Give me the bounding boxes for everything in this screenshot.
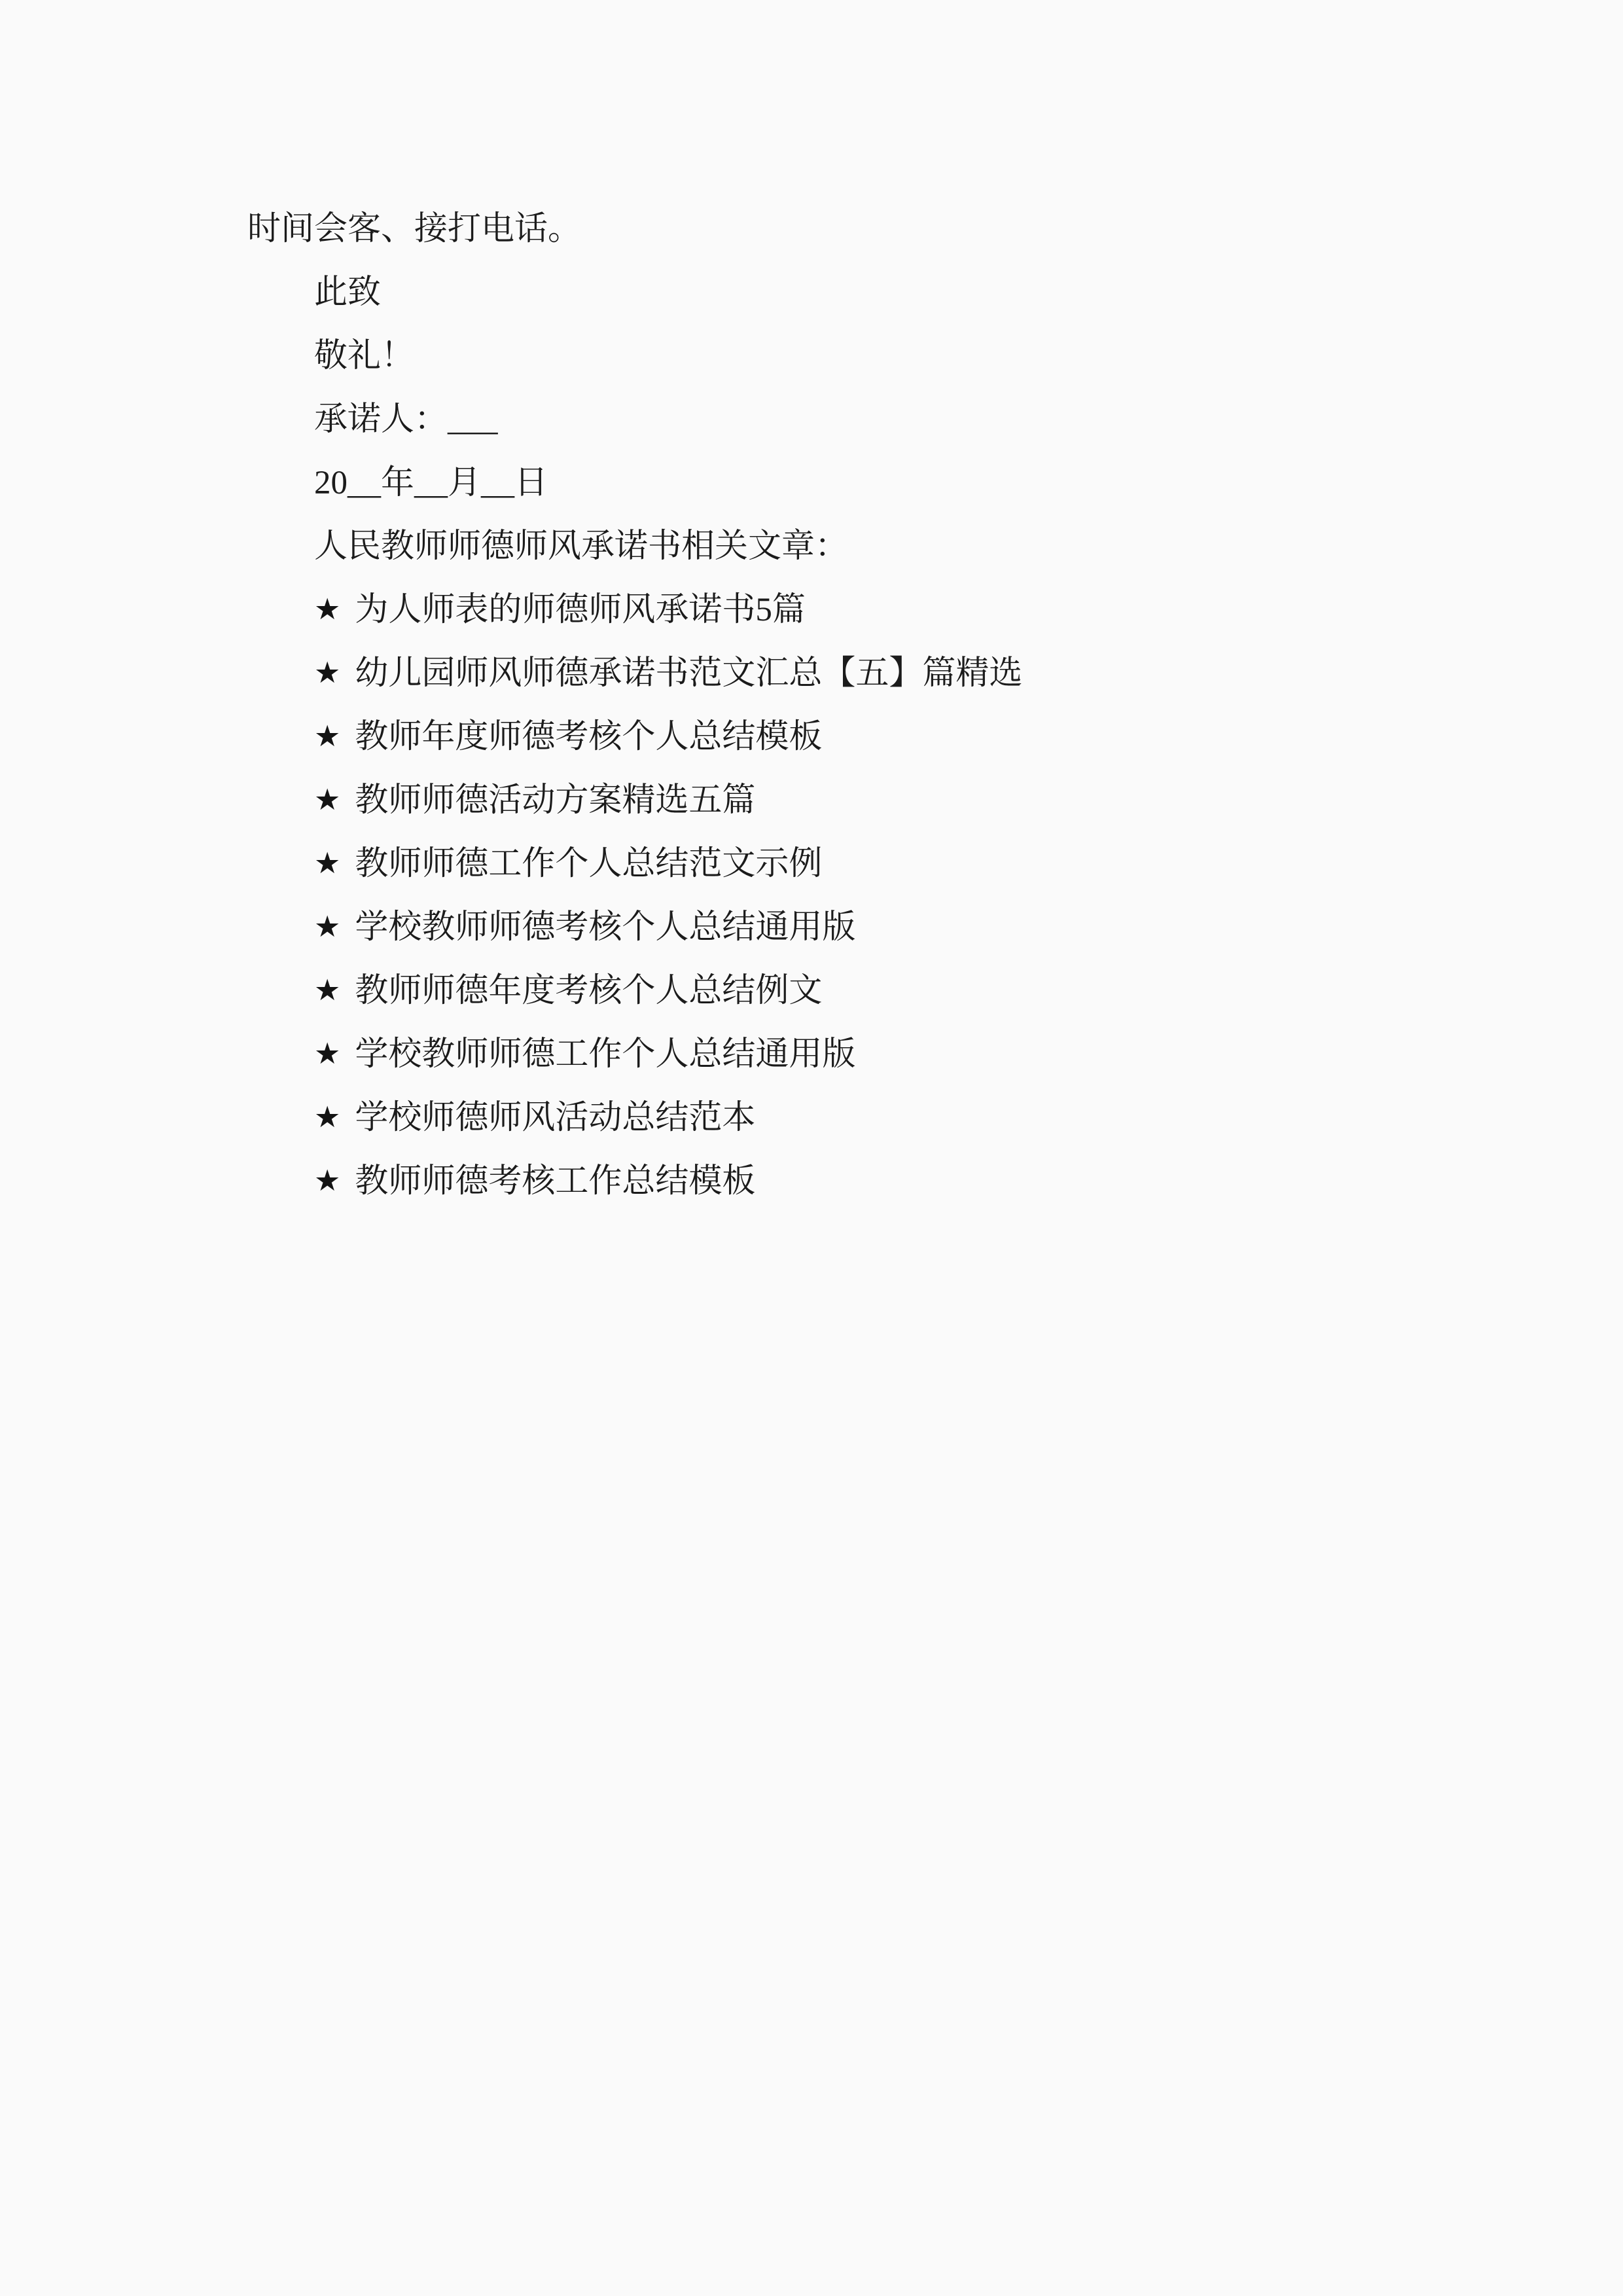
line-text: 教师师德考核工作总结模板 [355,1163,756,1200]
paragraph-line [247,452,1427,515]
list-item [247,769,1427,833]
star-bullet-icon: ★ [314,592,341,626]
star-bullet-icon: ★ [314,1036,341,1071]
line-text: 学校师德师风活动总结范本 [355,1100,756,1136]
line-text: 幼儿园师风师德承诺书范文汇总【五】篇精选 [355,655,1023,692]
list-item [247,706,1427,769]
star-bullet-icon: ★ [314,719,341,753]
paragraph-line [247,388,1427,452]
line-text: 学校教师师德工作个人总结通用版 [355,1036,856,1073]
paragraph-line [247,261,1427,325]
paragraph-line [247,515,1427,579]
list-item [247,1150,1427,1213]
star-bullet-icon: ★ [314,1100,341,1134]
star-bullet-icon: ★ [314,1163,341,1198]
list-item [247,1086,1427,1150]
line-text: 时间会客、接打电话。 [247,211,582,247]
list-item [247,960,1427,1023]
star-bullet-icon: ★ [314,973,341,1007]
line-text: 20__年__月__日 [314,465,548,501]
line-text: 教师师德年度考核个人总结例文 [355,973,823,1009]
line-text: 教师师德活动方案精选五篇 [355,782,756,819]
line-text: 承诺人：___ [314,401,498,438]
line-text: 敬礼！ [314,338,415,374]
line-text: 人民教师师德师风承诺书相关文章： [314,528,849,565]
line-text: 为人师表的师德师风承诺书5篇 [355,592,806,628]
list-item [247,579,1427,642]
line-text: 此致 [314,274,382,311]
star-bullet-icon: ★ [314,909,341,944]
list-item [247,833,1427,896]
line-text: 教师年度师德考核个人总结模板 [355,719,823,755]
document-content [247,198,1427,1213]
line-text: 学校教师师德考核个人总结通用版 [355,909,856,946]
list-item [247,896,1427,960]
list-item [247,642,1427,706]
paragraph-line [247,325,1427,388]
star-bullet-icon: ★ [314,846,341,880]
star-bullet-icon: ★ [314,655,341,690]
line-text: 教师师德工作个人总结范文示例 [355,846,823,882]
list-item [247,1023,1427,1086]
paragraph-line [247,198,1427,261]
star-bullet-icon: ★ [314,782,341,817]
